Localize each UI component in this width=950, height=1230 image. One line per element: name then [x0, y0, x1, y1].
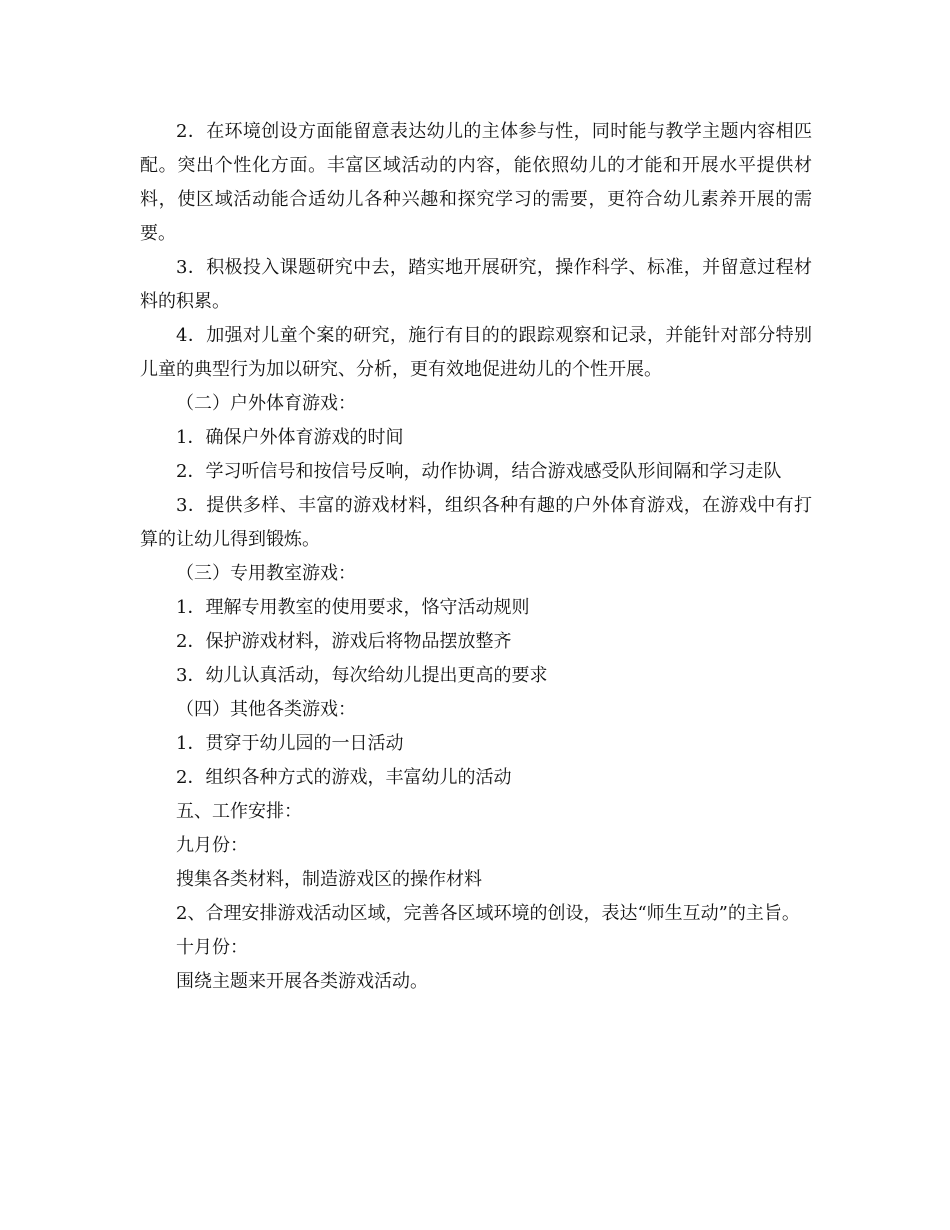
list-item: 3．幼儿认真活动，每次给幼儿提出更高的要求 [176, 665, 548, 686]
section-heading-other: （四）其他各类游戏： [176, 699, 356, 720]
list-item: 2、合理安排游戏活动区域，完善各区域环境的创设，表达“师生互动”的主旨。 [176, 903, 800, 924]
list-item: 3．提供多样、丰富的游戏材料，组织各种有趣的户外体育游戏，在游戏中有打算的让幼儿得到锻炼。 [140, 495, 812, 550]
list-item: 1．确保户外体育游戏的时间 [176, 427, 404, 448]
paragraph-research: 3．积极投入课题研究中去，踏实地开展研究，操作科学、标准，并留意过程材料的积累。 [140, 257, 812, 312]
paragraph-environment: 2．在环境创设方面能留意表达幼儿的主体参与性，同时能与教学主题内容相匹配。突出个性化方面。丰富区域活动的内容，能依照幼儿的才能和开展水平提供材料，使区域活动能合适幼儿各种兴趣和探究学习的需要，更符合幼儿素养开展的需要。 [140, 121, 812, 244]
list-item: 1．贯穿于幼儿园的一日活动 [176, 733, 404, 754]
section-heading-classroom: （三）专用教室游戏： [176, 563, 356, 584]
list-item: 2．保护游戏材料，游戏后将物品摆放整齐 [176, 631, 512, 652]
list-item: 2．组织各种方式的游戏，丰富幼儿的活动 [176, 767, 512, 788]
list-item: 搜集各类材料，制造游戏区的操作材料 [176, 869, 482, 890]
list-item: 围绕主题来开展各类游戏活动。 [176, 971, 428, 992]
month-heading-september: 九月份： [176, 835, 248, 856]
list-item: 1．理解专用教室的使用要求，恪守活动规则 [176, 597, 530, 618]
list-item: 2．学习听信号和按信号反响，动作协调，结合游戏感受队形间隔和学习走队 [176, 461, 782, 482]
paragraph-case-study: 4．加强对儿童个案的研究，施行有目的的跟踪观察和记录，并能针对部分特别儿童的典型行为加以研究、分析，更有效地促进幼儿的个性开展。 [140, 325, 812, 380]
month-heading-october: 十月份： [176, 937, 248, 958]
section-heading-outdoor: （二）户外体育游戏： [176, 393, 356, 414]
document-body [140, 115, 812, 999]
section-heading-schedule: 五、工作安排： [176, 801, 302, 822]
